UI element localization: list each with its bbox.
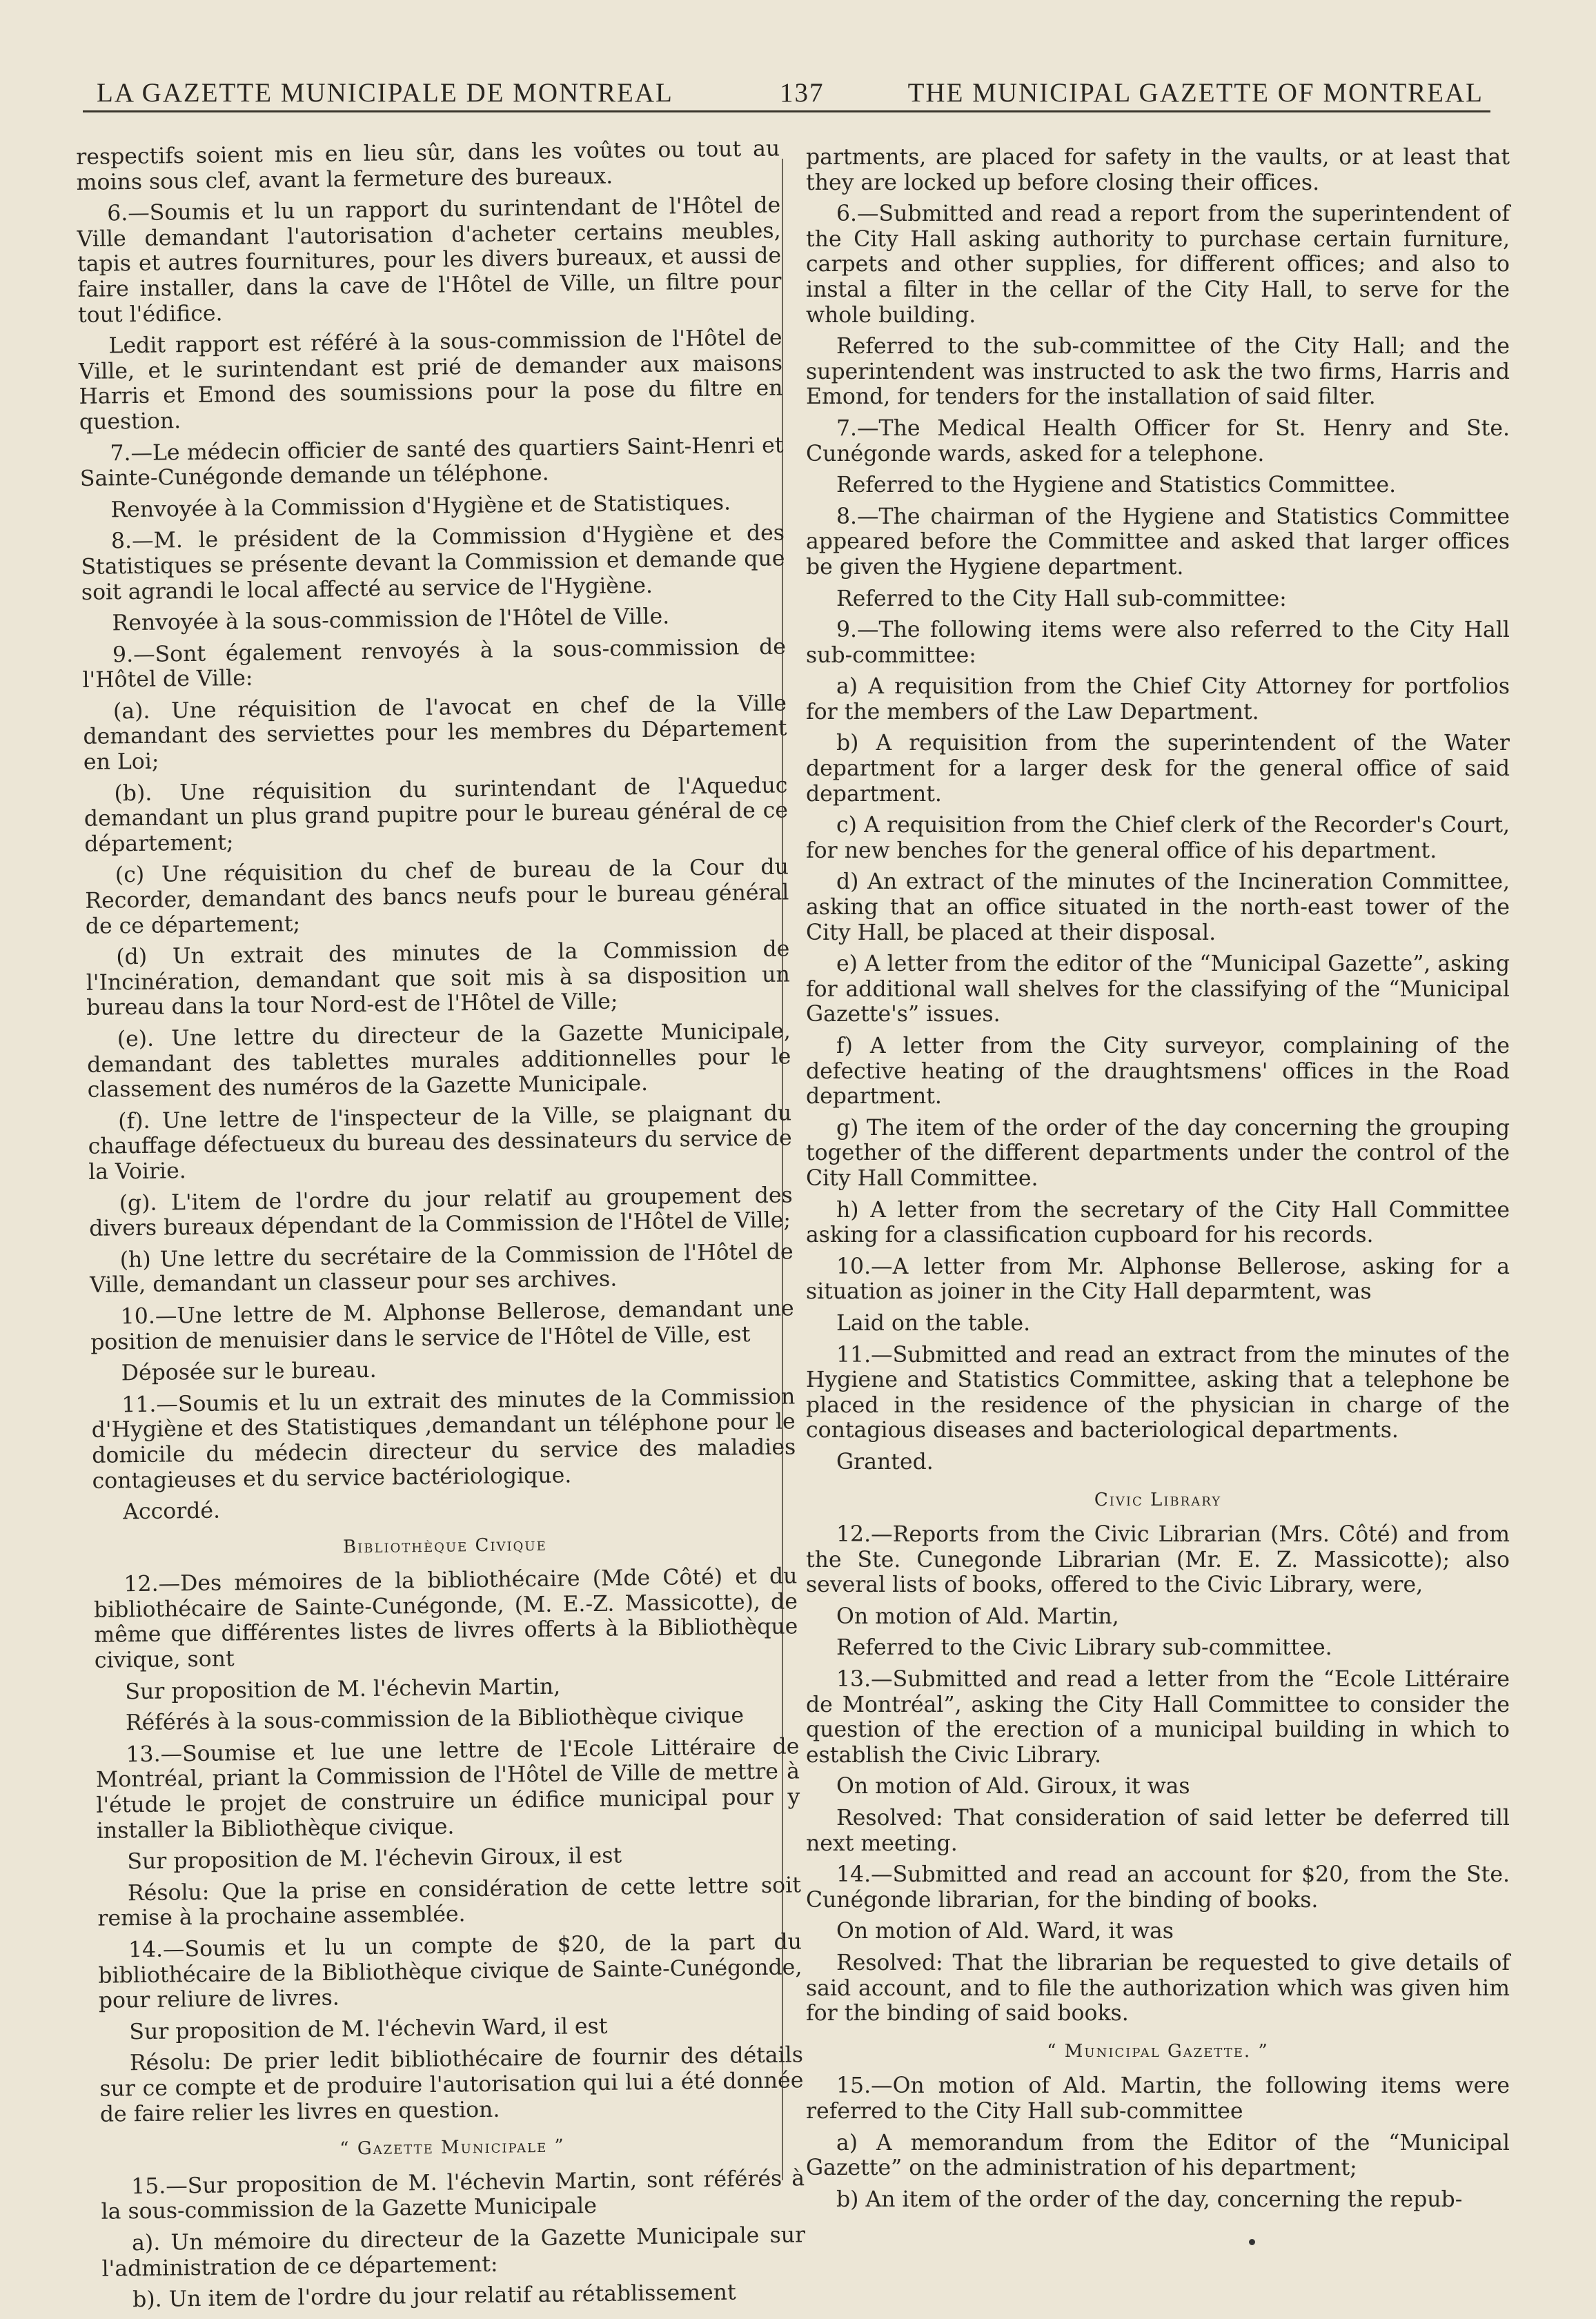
paragraph: Referred to the sub-committee of the City Hall; and the superintendent was instructed to ask the two firms, Harris and Emond, for tenders for the installation of said filter. — [806, 334, 1510, 410]
page-number: 137 — [780, 78, 825, 108]
list-item: d) An extract of the minutes of the Incineration Committee, asking that an office situated in the north-east tower of the City Hall, be placed at their disposal. — [806, 869, 1510, 945]
paragraph: 13.—Soumise et lue une lettre de l'Ecole Littéraire de Montréal, priant la Commission de l'Hôtel de Ville de mettre à l'étude le projet de construire un édifice municipal pour y installer la Bibliothèque civique. — [95, 1734, 800, 1844]
english-column — [806, 145, 1510, 2218]
paragraph: Resolved: That the librarian be requested to give details of said account, and to file the authorization which was given him for the binding of said books. — [806, 1951, 1510, 2026]
paragraph: 15.—Sur proposition de M. l'échevin Martin, sont référés à la sous-commission de la Gazette Municipale — [101, 2166, 805, 2225]
paragraph: 12.—Des mémoires de la bibliothécaire (Mde Côté) et du bibliothécaire de Sainte-Cunégonde, (M. E.-Z. Massicotte), de même que différentes listes de livres offerts à la Bibliothèque civique, sont — [93, 1563, 798, 1673]
paragraph: Déposée sur le bureau. — [121, 1357, 377, 1386]
paragraph: Renvoyée à la sous-commission de l'Hôtel de Ville. — [112, 604, 670, 636]
list-item: b) An item of the order of the day, concerning the repub- — [836, 2187, 1463, 2212]
paragraph: On motion of Ald. Martin, — [836, 1603, 1119, 1629]
paragraph: Sur proposition de M. l'échevin Ward, il est — [129, 2013, 608, 2045]
header-english-title: THE MUNICIPAL GAZETTE OF MONTREAL — [907, 78, 1484, 108]
paragraph: Granted. — [836, 1449, 934, 1474]
paragraph: 11.—Submitted and read an extract from the minutes of the Hygiene and Statistics Committee, asking that a telephone be placed in the residence of the physician in charge of the contagious diseases and bacteriological departments. — [806, 1342, 1510, 1443]
section-heading: Civic Library — [1094, 1489, 1222, 1510]
paragraph: Référés à la sous-commission de la Bibliothèque civique — [125, 1703, 745, 1736]
list-item: b). Un item de l'ordre du jour relatif au rétablissement — [132, 2280, 736, 2313]
paragraph: On motion of Ald. Ward, it was — [836, 1919, 1174, 1944]
paragraph: 6.—Submitted and read a report from the superintendent of the City Hall asking authority to purchase certain furniture, carpets and other supplies, for different offices; and also to instal a filter in the cellar of the City Hall, to serve for the whole building. — [806, 201, 1510, 328]
page-header — [90, 77, 1484, 119]
paragraph: On motion of Ald. Giroux, it was — [836, 1774, 1190, 1799]
paragraph: 12.—Reports from the Civic Librarian (Mrs. Côté) and from the Ste. Cunegonde Librarian (Mr. E. Z. Massicotte); also several lists of books, offered to the Civic Library, were, — [806, 1522, 1510, 1598]
list-item: e) A letter from the editor of the “Municipal Gazette”, asking for additional wall shelves for the classifying of the “Municipal Gazette's” issues. — [806, 951, 1510, 1027]
list-item: (d) Un extrait des minutes de la Commission de l'Incinération, demandant que soit mis à sa disposition un bureau dans la tour Nord-est de l'Hôtel de Ville; — [86, 936, 790, 1021]
list-item: (g). L'item de l'ordre du jour relatif au groupement des divers bureaux dépendant de la Commission de l'Hôtel de Ville; — [88, 1182, 793, 1242]
paragraph: 10.—Une lettre de M. Alphonse Bellerose, demandant une position de menuisier dans le service de l'Hôtel de Ville, est — [90, 1296, 794, 1355]
section-heading: “ Municipal Gazette. ” — [1047, 2040, 1269, 2062]
paragraph: Ledit rapport est référé à la sous-commission de l'Hôtel de Ville, et le surintendant est prié de demander aux maisons Harris et Emond des soumissions pour la pose du filtre en question. — [78, 325, 783, 435]
paragraph: respectifs soient mis en lieu sûr, dans les voûtes ou tout au moins sous clef, avant la fermeture des bureaux. — [76, 136, 780, 195]
paragraph: 9.—Sont également renvoyés à la sous-commission de l'Hôtel de Ville: — [82, 634, 787, 693]
list-item: a) A memorandum from the Editor of the “Municipal Gazette” on the administration of his department; — [806, 2130, 1510, 2181]
list-item: (c) Une réquisition du chef de bureau de la Cour du Recorder, demandant des bancs neufs pour le bureau général de ce département; — [85, 854, 789, 939]
list-item: (f). Une lettre de l'inspecteur de la Ville, se plaignant du chauffage défectueux du bureau des dessinateurs du service de la Voirie. — [88, 1101, 792, 1185]
paragraph: Renvoyée à la Commission d'Hygiène et de Statistiques. — [110, 490, 731, 523]
paragraph: Sur proposition de M. l'échevin Martin, — [125, 1674, 561, 1704]
paragraph: 14.—Submitted and read an account for $20, from the Ste. Cunégonde librarian, for the binding of books. — [806, 1862, 1510, 1913]
section-heading: “ Gazette Municipale ” — [339, 2135, 565, 2160]
paragraph: Accordé. — [122, 1498, 221, 1525]
section-heading: Bibliothèque Civique — [342, 1534, 547, 1558]
list-item: (a). Une réquisition de l'avocat en chef de la Ville demandant des serviettes pour les membres du Département en Loi; — [83, 691, 787, 775]
list-item: a). Un mémoire du directeur de la Gazette Municipale sur l'administration de ce département: — [101, 2222, 806, 2282]
paragraph: Résolu: Que la prise en considération de cette lettre soit remise à la prochaine assemblée. — [97, 1873, 802, 1932]
ink-dot — [1249, 2239, 1255, 2245]
header-french-title: LA GAZETTE MUNICIPALE DE MONTREAL — [97, 78, 673, 108]
paragraph: Resolved: That consideration of said letter be deferred till next meeting. — [806, 1806, 1510, 1856]
paragraph: 14.—Soumis et lu un compte de $20, de la part du bibliothécaire de la Bibliothèque civique de Sainte-Cunégonde, pour reliure de livres. — [98, 1929, 802, 2013]
paragraph: Referred to the Hygiene and Statistics Committee. — [836, 473, 1397, 498]
paragraph: Referred to the City Hall sub-committee: — [836, 586, 1287, 611]
paragraph: Sur proposition de M. l'échevin Giroux, il est — [127, 1843, 622, 1875]
list-item: h) A letter from the secretary of the City Hall Committee asking for a classification cupboard for his records. — [806, 1197, 1510, 1248]
paragraph: 8.—M. le président de la Commission d'Hygiène et des Statistiques se présente devant la Commission et demande que soit agrandi le local affecté au service de l'Hygiène. — [81, 520, 785, 605]
paragraph: 15.—On motion of Ald. Martin, the following items were referred to the City Hall sub-committee — [806, 2073, 1510, 2124]
paragraph: Referred to the Civic Library sub-committee. — [836, 1635, 1332, 1661]
paragraph: 11.—Soumis et lu un extrait des minutes de la Commission d'Hygiène et des Statistiques ,demandant un téléphone pour le domicile du médecin directeur du service des maladies contagieuses et du service bactériologique. — [91, 1384, 796, 1494]
list-item: (b). Une réquisition du surintendant de l'Aqueduc demandant un plus grand pupitre pour le bureau général de ce département; — [83, 773, 789, 857]
list-item: g) The item of the order of the day concerning the grouping together of the different departments under the control of the City Hall Committee. — [806, 1115, 1510, 1191]
list-item: (e). Une lettre du directeur de la Gazette Municipale, demandant des tablettes murales additionnelles pour le classement des numéros de la Gazette Municipale. — [87, 1018, 791, 1103]
paragraph: 10.—A letter from Mr. Alphonse Bellerose, asking for a situation as joiner in the City Hall deparmtent, was — [806, 1254, 1510, 1305]
header-rule — [83, 110, 1490, 112]
paragraph: 7.—The Medical Health Officer for St. Henry and Ste. Cunégonde wards, asked for a telephone. — [806, 415, 1510, 466]
list-item: a) A requisition from the Chief City Attorney for portfolios for the members of the Law Department. — [806, 674, 1510, 724]
list-item: b) A requisition from the superintendent of the Water department for a larger desk for the general office of said department. — [806, 731, 1510, 807]
paragraph: 9.—The following items were also referred to the City Hall sub-committee: — [806, 618, 1510, 668]
french-column — [76, 137, 806, 2319]
paragraph: partments, are placed for safety in the vaults, or at least that they are locked up before closing their offices. — [806, 145, 1510, 195]
paragraph: Résolu: De prier ledit bibliothécaire de fournir des détails sur ce compte et de produire l'autorisation qui lui a été donnée de faire relier les livres en question. — [99, 2042, 804, 2127]
list-item: c) A requisition from the Chief clerk of the Recorder's Court, for new benches for the general office of his department. — [806, 813, 1510, 863]
paragraph: 13.—Submitted and read a letter from the “Ecole Littéraire de Montréal”, asking the City Hall Committee to consider the question of the erection of a municipal building in which to establish the Civic Library. — [806, 1667, 1510, 1768]
list-item: f) A letter from the City surveyor, complaining of the defective heating of the draughtsmens' offices in the Road department. — [806, 1034, 1510, 1109]
list-item: (h) Une lettre du secrétaire de la Commission de l'Hôtel de Ville, demandant un classeur pour ses archives. — [89, 1239, 794, 1299]
paragraph: 6.—Soumis et lu un rapport du surintendant de l'Hôtel de Ville demandant l'autorisation d'acheter certains meubles, tapis et autres fournitures, pour les divers bureaux, et aussi de faire installer, dans la cave de l'Hôtel de Ville, un filtre pour tout l'édifice. — [77, 193, 782, 328]
paragraph: 8.—The chairman of the Hygiene and Statistics Committee appeared before the Committee and asked that larger offices be given the Hygiene department. — [806, 504, 1510, 580]
paragraph: Laid on the table. — [836, 1310, 1031, 1336]
paragraph: 7.—Le médecin officier de santé des quartiers Saint-Henri et Sainte-Cunégonde demande un téléphone. — [79, 433, 784, 492]
